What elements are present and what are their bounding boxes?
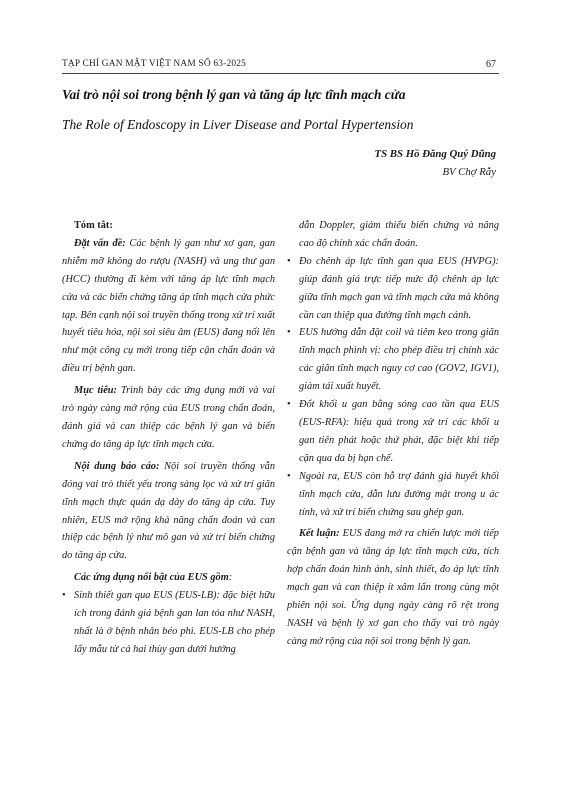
applications-label: Các ứng dụng nổi bật của EUS gồm	[74, 572, 229, 584]
background-text: Các bệnh lý gan như xơ gan, gan nhiễm mỡ không do rượu (NASH) và ung thư gan (HCC) thường đi kèm với tăng áp lực tĩnh mạch cửa và các biến chứng tăng áp tĩnh mạch cửa phức tạp. Bên cạnh nội soi truyền thống trong xử trí xuất huyết tiêu hóa, nội soi siêu âm (EUS) đang nổi lên như một công cụ mới trong tiếp cận chẩn đoán và điều trị bệnh gan.	[62, 237, 275, 375]
background-label: Đặt vấn đề:	[74, 237, 126, 249]
article-title-vietnamese: Vai trò nội soi trong bệnh lý gan và tăng áp lực tĩnh mạch cửa	[62, 87, 406, 102]
applications-list-left	[62, 587, 275, 659]
list-item	[287, 468, 499, 522]
page-number: 67	[486, 59, 496, 70]
list-item-text: Ngoài ra, EUS còn hỗ trợ đánh giá huyết khối tĩnh mạch cửa, dẫn lưu đường mật trong u ác tính, và xử trí biến chứng sau ghép gan.	[299, 470, 499, 518]
bullet-mark: •	[62, 590, 66, 602]
bullet-mark: •	[287, 255, 291, 267]
list-item	[287, 396, 499, 468]
conclusion-label: Kết luận:	[299, 528, 340, 540]
header-rule	[62, 73, 499, 74]
bullet-mark: •	[287, 327, 291, 339]
objective-text: Trình bày các ứng dụng mới và vai trò ngày càng mở rộng của EUS trong chẩn đoán, đánh giá và can thiệp các bệnh lý gan và biến chứng do tăng áp lực tĩnh mạch cửa.	[62, 385, 275, 450]
conclusion-text: EUS đang mở ra chiến lược mới tiếp cận bệnh gan và tăng áp lực tĩnh mạch cửa, tích hợp chẩn đoán hình ảnh, sinh thiết, đo áp lực tĩnh mạch gan và can thiệp ít xâm lấn trong cùng một phiên nội soi. Ứng dụng ngày càng rõ rệt trong NASH và bệnh lý xơ gan cho thấy vai trò ngày càng mở rộng của nội soi trong bệnh lý gan.	[287, 528, 499, 647]
list-item-text: Sinh thiết gan qua EUS (EUS-LB): đặc biệt hữu ích trong đánh giá bệnh gan lan tỏa như NASH, nhất là ở bệnh nhân béo phì. EUS-LB cho phép lấy mẫu từ cả hai thùy gan dưới hướng	[74, 590, 275, 655]
list-item-continuation	[287, 217, 499, 253]
bullet-mark: •	[287, 399, 291, 411]
list-item-text: dẫn Doppler, giảm thiểu biến chứng và nâng cao độ chính xác chẩn đoán.	[299, 220, 499, 249]
list-item-text: EUS hướng dẫn đặt coil và tiêm keo trong giãn tĩnh mạch phình vị: cho phép điều trị chính xác các giãn tĩnh mạch nguy cơ cao (GOV2, IGV1), giảm tái xuất huyết.	[299, 327, 499, 393]
right-column	[287, 217, 499, 651]
list-item	[287, 324, 499, 396]
list-item	[287, 253, 499, 325]
content-label: Nội dung báo cáo:	[74, 460, 160, 472]
list-item-text: Đốt khối u gan bằng sóng cao tần qua EUS (EUS-RFA): hiệu quả trong xử trí các khối u gan tiên phát hoặc thứ phát, đặc biệt khi tiếp cận qua da bị hạn chế.	[299, 399, 499, 464]
content-text: Nội soi truyền thống vẫn đóng vai trò thiết yếu trong sàng lọc và xử trí giãn tĩnh mạch thực quản dạ dày do tăng áp cửa. Tuy nhiên, EUS mở rộng khả năng chẩn đoán và can thiệp các bệnh lý như mô gan và xử trí biến chứng do tăng áp cửa.	[62, 460, 275, 562]
abstract-heading: Tóm tắt:	[74, 220, 113, 231]
applications-colon: :	[228, 572, 233, 584]
background-paragraph	[62, 235, 275, 378]
list-item	[62, 587, 275, 659]
journal-header: TẠP CHÍ GAN MẬT VIỆT NAM SỐ 63-2025	[62, 59, 247, 69]
author-affiliation: BV Chợ Rẫy	[442, 166, 496, 178]
author-name: TS BS Hồ Đăng Quý Dũng	[374, 148, 496, 160]
applications-heading	[62, 569, 275, 587]
conclusion-paragraph	[287, 525, 499, 650]
list-item-text: Đo chênh áp lực tĩnh gan qua EUS (HVPG): giúp đánh giá trực tiếp mức độ chênh áp lực giữa tĩnh mạch gan và tĩnh mạch cửa mà không cần can thiệp qua đường tĩnh mạch cảnh.	[299, 255, 499, 321]
article-title-english: The Role of Endoscopy in Liver Disease and Portal Hypertension	[62, 117, 414, 132]
bullet-mark: •	[287, 470, 291, 482]
content-paragraph	[62, 458, 275, 565]
left-column	[62, 217, 275, 659]
applications-list-right	[287, 217, 499, 521]
objective-paragraph	[62, 382, 275, 454]
objective-label: Mục tiêu:	[74, 385, 117, 397]
